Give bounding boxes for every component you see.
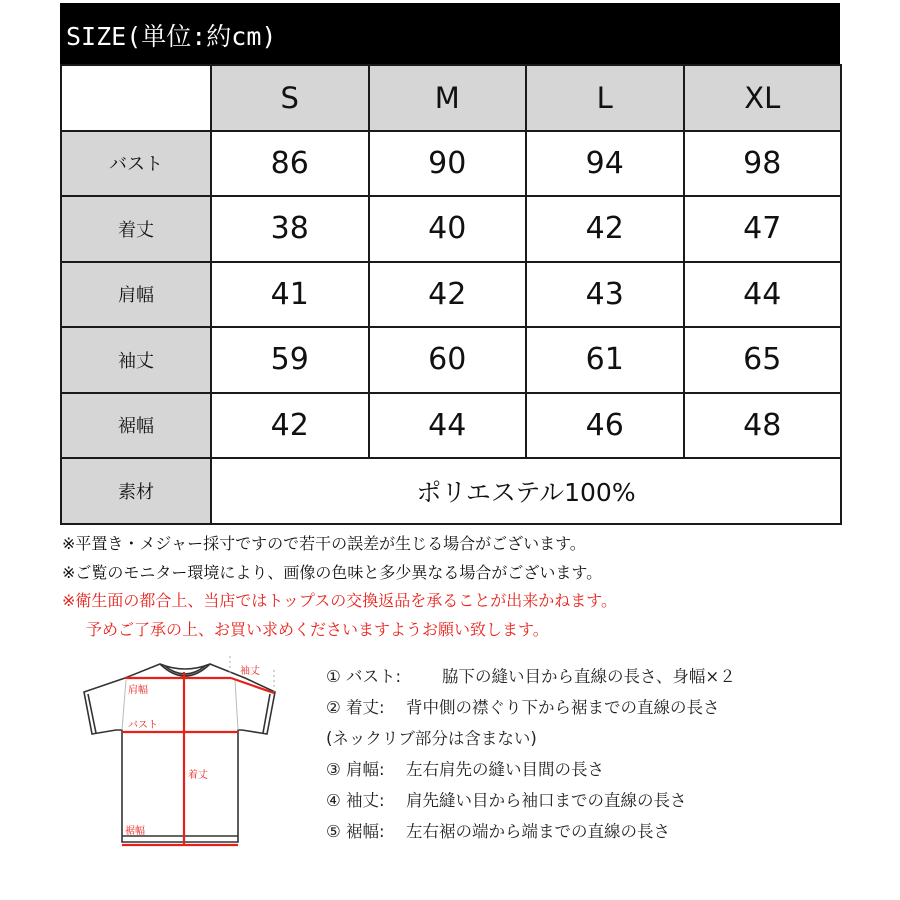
column-header-s: S bbox=[211, 65, 369, 131]
note-measurement: ※平置き・メジャー採寸ですので若干の誤差が生じる場合がございます。 bbox=[62, 534, 586, 553]
cell-value: 59 bbox=[211, 327, 369, 393]
diagram-label-length: 着丈 bbox=[188, 770, 208, 781]
cell-value: 44 bbox=[684, 262, 842, 328]
column-header-xl: XL bbox=[684, 65, 842, 131]
cell-value: 42 bbox=[369, 262, 527, 328]
note-acknowledge: 予めご了承の上、お買い求めくださいますようお願い致します。 bbox=[86, 619, 549, 639]
desc-length-note bbox=[326, 723, 736, 754]
desc-text: 肩先縫い目から袖口までの直線の長さ bbox=[406, 791, 687, 810]
table-header-row bbox=[61, 65, 841, 131]
desc-number: ④ bbox=[326, 791, 341, 810]
header-corner-cell bbox=[61, 65, 211, 131]
cell-value: 41 bbox=[211, 262, 369, 328]
desc-sleeve bbox=[326, 785, 736, 816]
table-row-bust bbox=[61, 131, 841, 197]
diagram-label-hem: 裾幅 bbox=[125, 826, 145, 837]
cell-value: 60 bbox=[369, 327, 527, 393]
desc-hem bbox=[326, 816, 736, 847]
note-monitor: ※ご覧のモニター環境により、画像の色味と多少異なる場合がございます。 bbox=[62, 562, 603, 582]
material-value: ポリエステル100% bbox=[211, 458, 841, 524]
cell-value: 38 bbox=[211, 196, 369, 262]
size-table bbox=[60, 64, 842, 525]
diagram-label-sleeve: 袖丈 bbox=[240, 666, 260, 677]
cell-value: 94 bbox=[526, 131, 684, 197]
cell-value: 43 bbox=[526, 262, 684, 328]
note-no-returns: ※衛生面の都合上、当店ではトップスの交換返品を承ることが出来かねます。 bbox=[62, 591, 618, 610]
desc-label: 袖丈: bbox=[346, 791, 385, 810]
desc-label: 裾幅: bbox=[346, 822, 385, 841]
desc-number: ③ bbox=[326, 760, 341, 779]
cell-value: 42 bbox=[211, 393, 369, 459]
desc-shoulder bbox=[326, 754, 736, 785]
cell-value: 47 bbox=[684, 196, 842, 262]
cell-value: 46 bbox=[526, 393, 684, 459]
cell-value: 90 bbox=[369, 131, 527, 197]
desc-label: 肩幅: bbox=[346, 760, 385, 779]
desc-text: 左右裾の端から端までの直線の長さ bbox=[406, 822, 671, 841]
desc-label: バスト: bbox=[346, 667, 402, 686]
row-label: 素材 bbox=[61, 458, 211, 524]
table-row-shoulder bbox=[61, 262, 841, 328]
table-row-hem bbox=[61, 393, 841, 459]
table-row-sleeve bbox=[61, 327, 841, 393]
desc-number: ⑤ bbox=[326, 822, 341, 841]
cell-value: 86 bbox=[211, 131, 369, 197]
column-header-l: L bbox=[526, 65, 684, 131]
cell-value: 61 bbox=[526, 327, 684, 393]
desc-text: 左右肩先の縫い目間の長さ bbox=[406, 760, 605, 779]
desc-label: 着丈: bbox=[346, 698, 385, 717]
cell-value: 65 bbox=[684, 327, 842, 393]
desc-text: (ネックリブ部分は含まない) bbox=[326, 729, 537, 748]
row-label: 袖丈 bbox=[61, 327, 211, 393]
size-chart-title: SIZE(単位:約cm) bbox=[66, 22, 277, 51]
cell-value: 42 bbox=[526, 196, 684, 262]
row-label: 着丈 bbox=[61, 196, 211, 262]
desc-number: ② bbox=[326, 698, 341, 717]
column-header-m: M bbox=[369, 65, 527, 131]
desc-text: 脇下の縫い目から直線の長さ、身幅×２ bbox=[442, 667, 736, 686]
cell-value: 48 bbox=[684, 393, 842, 459]
diagram-label-shoulder: 肩幅 bbox=[128, 685, 148, 696]
row-label: 裾幅 bbox=[61, 393, 211, 459]
row-label: 肩幅 bbox=[61, 262, 211, 328]
desc-number: ① bbox=[326, 667, 341, 686]
diagram-label-bust: バスト bbox=[128, 720, 158, 731]
measurement-descriptions bbox=[326, 661, 736, 847]
desc-text: 背中側の襟ぐり下から裾までの直線の長さ bbox=[406, 698, 720, 717]
table-row-material bbox=[61, 458, 841, 524]
tshirt-measurement-diagram bbox=[70, 650, 300, 860]
size-chart-title-bar bbox=[60, 3, 840, 66]
cell-value: 40 bbox=[369, 196, 527, 262]
desc-length bbox=[326, 692, 736, 723]
desc-bust bbox=[326, 661, 736, 692]
table-row-length bbox=[61, 196, 841, 262]
cell-value: 98 bbox=[684, 131, 842, 197]
row-label: バスト bbox=[61, 131, 211, 197]
cell-value: 44 bbox=[369, 393, 527, 459]
notes bbox=[62, 530, 617, 644]
